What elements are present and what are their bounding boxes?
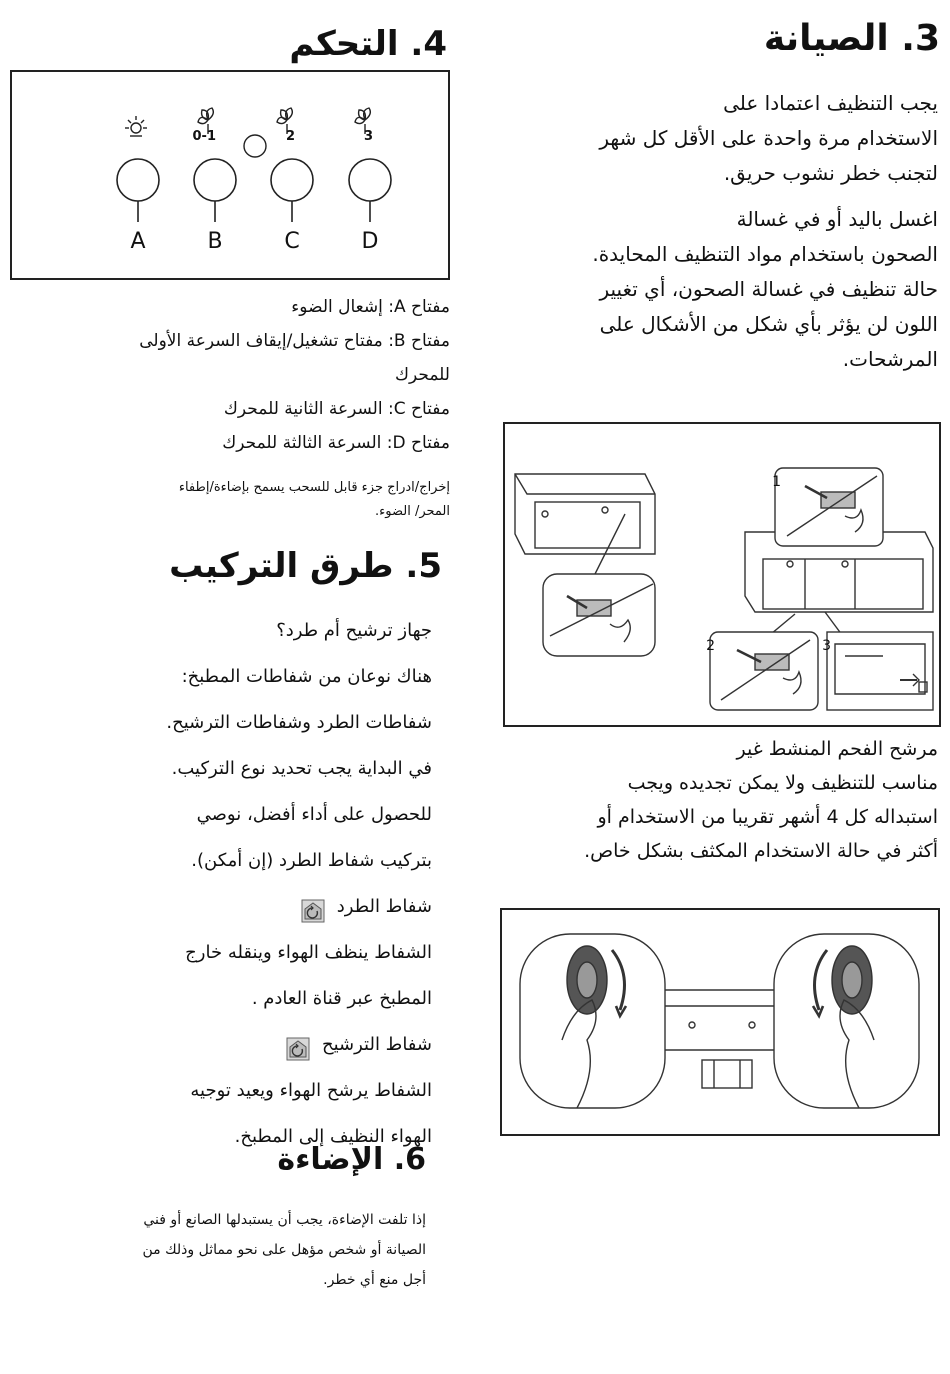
button-c-speed-label: 2 <box>285 129 295 144</box>
step-1-label: 1 <box>772 474 781 490</box>
section-6-title: 6. الإضاءة <box>277 1142 426 1177</box>
text-line: أجل منع أي خطر. <box>323 1272 426 1288</box>
indicator-led <box>244 135 266 157</box>
text-line: الشفاط ينظف الهواء وينقله خارج <box>185 942 432 963</box>
section-3-title: 3. الصيانة <box>763 18 940 59</box>
text-line: في البداية يجب تحديد نوع التركيب. <box>171 758 432 779</box>
text-line: الصيانة أو شخص مؤهل على نحو مماثل وذلك من <box>142 1242 426 1258</box>
text-line: اللون لن يؤثر بأي شكل من الأشكال على <box>599 312 938 336</box>
text-line: المطبخ عبر قناة العادم . <box>251 988 432 1009</box>
text-line: لتجنب خطر نشوب حريق. <box>723 161 938 185</box>
text-line: اغسل باليد أو في غسالة <box>736 207 938 231</box>
carbon-filter-illustration <box>502 910 938 1134</box>
text-line: المرشحات. <box>842 347 938 371</box>
button-a-description: مفتاح A: إشعال الضوء <box>291 297 450 317</box>
text-line: بتركيب شفاط الطرد (إن أمكن). <box>191 850 432 871</box>
text-line: أكثر في حالة الاستخدام المكثف بشكل خاص. <box>584 840 938 862</box>
text-line: الاستخدام مرة واحدة على الأقل كل شهر <box>599 126 938 150</box>
text-line: مرشح الفحم المنشط غير <box>736 738 938 760</box>
step-2-label: 2 <box>706 638 715 654</box>
text-line: جهاز ترشيح أم طرد؟ <box>276 620 432 641</box>
carbon-filter-figure <box>500 908 940 1136</box>
filter-removal-illustration <box>505 424 939 725</box>
filter-hood-heading <box>166 1022 432 1068</box>
control-panel-diagram <box>12 72 448 278</box>
button-d-description: مفتاح D: السرعة الثالثة للمحرك <box>222 433 450 453</box>
text-line: الشفاط يرشح الهواء ويعيد توجيه <box>190 1080 432 1101</box>
text-line: للحصول على أداء أفضل، نوصي <box>196 804 432 825</box>
text-line: الصحون باستخدام مواد التنظيف المحايدة. <box>592 242 938 266</box>
text-line: شفاطات الطرد وشفاطات الترشيح. <box>166 712 432 733</box>
maintenance-paragraph-1 <box>599 86 938 191</box>
filter-hood-title: شفاط الترشيح <box>321 1034 432 1055</box>
text-line: المحر/ الضوء. <box>375 504 450 519</box>
button-a[interactable] <box>117 159 159 222</box>
button-b-description: مفتاح B: مفتاح تشغيل/إيقاف السرعة الأولى <box>139 331 450 351</box>
light-icon <box>125 116 147 136</box>
filter-removal-figure <box>503 422 941 727</box>
step-3-label: 3 <box>822 638 831 654</box>
button-c-description: مفتاح C: السرعة الثانية للمحرك <box>223 399 450 419</box>
maintenance-paragraph-3 <box>584 732 938 868</box>
button-a-letter: A <box>130 229 146 254</box>
extraction-mode-icon <box>301 895 325 919</box>
section-4-title: 4. التحكم <box>289 24 447 64</box>
button-b-speed-label: 0-1 <box>192 129 216 144</box>
button-c[interactable] <box>271 159 313 222</box>
text-line: حالة تنظيف في غسالة الصحون، أي تغيير <box>599 277 938 301</box>
button-b[interactable] <box>194 159 236 222</box>
section-5-title: 5. طرق التركيب <box>169 546 442 586</box>
button-c-letter: C <box>284 229 300 254</box>
text-line: مناسب للتنظيف ولا يمكن تجديده ويجب <box>627 772 938 794</box>
lighting-text <box>143 1205 426 1295</box>
button-b-letter: B <box>207 229 223 254</box>
button-b-description-cont: للمحرك <box>394 365 450 385</box>
text-line: يجب التنظيف اعتمادا على <box>723 91 938 115</box>
control-descriptions <box>139 290 450 460</box>
recirculation-mode-icon <box>286 1033 310 1057</box>
button-d[interactable] <box>349 159 391 222</box>
text-line: هناك نوعان من شفاطات المطبخ: <box>181 666 432 687</box>
maintenance-paragraph-2 <box>592 202 938 377</box>
text-line: إخراج/ادراج جزء قابل للسحب يسمح بإضاءة/إطفاء <box>178 480 450 495</box>
text-line: الهواء النظيف إلى المطبخ. <box>234 1126 432 1147</box>
control-note <box>179 476 450 524</box>
control-panel <box>10 70 450 280</box>
button-d-letter: D <box>361 229 379 254</box>
extraction-hood-title: شفاط الطرد <box>336 896 432 917</box>
button-d-speed-label: 3 <box>363 129 373 144</box>
text-line: استبداله كل 4 أشهر تقريبا من الاستخدام أو <box>597 806 938 828</box>
text-line: إذا تلفت الإضاءة، يجب أن يستبدلها الصانع أو فني <box>143 1212 426 1228</box>
extraction-hood-heading <box>166 884 432 930</box>
installation-text <box>166 608 432 1160</box>
